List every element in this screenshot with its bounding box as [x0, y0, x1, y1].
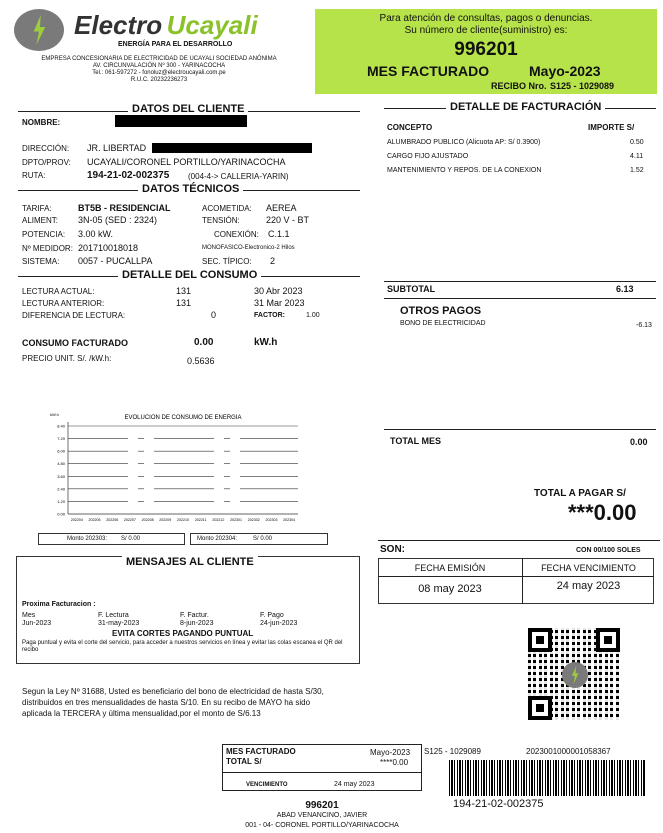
nombre-redacted [115, 115, 247, 127]
consumption-chart-svg [38, 408, 328, 533]
conexion-value: C.1.1 [268, 229, 290, 239]
stub-venc-label: VENCIMIENTO [246, 782, 288, 788]
sistema-value: 0057 - PUCALLPA [78, 256, 153, 266]
prox-factur-label: F. Factur. [180, 612, 209, 619]
chart-x-tick-label: 202207 [123, 518, 136, 522]
ruta-value: 194-21-02-002375 [87, 170, 170, 181]
direccion-redacted [152, 143, 312, 153]
chart-x-tick-label: 202205 [88, 518, 101, 522]
sistema-label: SISTEMA: [22, 257, 60, 266]
stub-code: 2023001000001058367 [526, 747, 611, 756]
conexion-label: CONEXIÓN: [214, 230, 259, 239]
tarifa-value: BT5B - RESIDENCIAL [78, 203, 171, 213]
aliment-label: ALIMENT: [22, 216, 59, 225]
chart-y-tick-label: 1.20 [57, 498, 65, 504]
tension-value: 220 V - BT [266, 215, 310, 225]
stub-recibo: S125 - 1029089 [424, 747, 481, 756]
payment-barcode [449, 760, 645, 796]
consumo-label: CONSUMO FACTURADO [22, 338, 128, 348]
header-line-2: Su número de cliente(suministro) es: [404, 25, 568, 36]
monto-1-value: S/ 0.00 [121, 536, 141, 542]
chart-x-tick-label: 202304 [283, 518, 296, 522]
qr-finder-icon [528, 696, 552, 720]
sec-value: 2 [270, 256, 276, 266]
legal-line-4: R.U.C. 20232236273 [130, 77, 188, 83]
stub-mes-label: MES FACTURADO [226, 747, 296, 756]
total-pagar-value: ***0.00 [568, 500, 637, 525]
monto-box-2 [190, 533, 328, 545]
qr-logo-icon [562, 662, 588, 688]
total-mes-label: TOTAL MES [390, 436, 442, 446]
chart-x-tick-label: 202303 [265, 518, 278, 522]
chart-ylabel: kW.h [50, 412, 59, 417]
diferencia-value: 0 [211, 310, 217, 320]
son-value: CON 00/100 SOLES [576, 547, 641, 554]
payment-qr-code[interactable] [528, 628, 620, 720]
chart-title: EVOLUCION DE CONSUMO DE ENERGIA [124, 415, 242, 421]
client-info-box [315, 9, 657, 94]
lectura-actual-label: LECTURA ACTUAL: [22, 287, 95, 296]
mes-facturado-label: MES FACTURADO [367, 63, 490, 79]
qr-finder-icon [528, 628, 552, 652]
chart-y-tick-label: 8.40 [57, 423, 65, 429]
company-tagline: ENERGÍA PARA EL DESARROLLO [118, 41, 233, 48]
detalle-consumo-title: DETALLE DEL CONSUMO [118, 269, 261, 281]
lectura-actual-value: 131 [176, 286, 192, 296]
chart-x-tick-label: 202210 [177, 518, 189, 522]
fecha-emision-value: 08 may 2023 [418, 583, 482, 595]
datos-tecnicos-title: DATOS TÉCNICOS [138, 183, 243, 195]
facturacion-item-concepto: CARGO FIJO AJUSTADO [387, 153, 469, 160]
legal-line-2: AV. CIRCUNVALACIÓN Nº 300 - YARINACOCHA [92, 63, 226, 69]
stub-total-label: TOTAL S/ [226, 757, 262, 766]
factor-label: FACTOR: [254, 312, 285, 319]
chart-x-tick-label: 202208 [141, 518, 154, 522]
prox-mes-value: Jun-2023 [22, 620, 52, 627]
chart-x-tick-label: 202212 [212, 518, 225, 522]
qr-finder-icon [596, 628, 620, 652]
dpto-value: UCAYALI/CORONEL PORTILLO/YARINACOCHA [87, 157, 286, 167]
sec-label: SEC. TÍPICO: [202, 257, 252, 266]
concepto-header: CONCEPTO [387, 123, 433, 132]
tension-label: TENSIÓN: [202, 216, 240, 225]
precio-label: PRECIO UNIT. S/. /kW.h: [22, 354, 112, 363]
lectura-anterior-value: 131 [176, 298, 192, 308]
stub-total-value: ****0.00 [380, 758, 409, 767]
son-label: SON: [380, 544, 405, 555]
stub-client-number: 996201 [305, 800, 339, 811]
monto-1-label: Monto 202303: [67, 536, 108, 542]
stub-client-address: 001 - 04- CORONEL PORTILLO/YARINACOCHA [245, 822, 399, 829]
fecha-vencimiento-label: FECHA VENCIMIENTO [541, 563, 636, 573]
company-logo-icon [14, 9, 64, 51]
acometida-value: AEREA [266, 203, 297, 213]
nombre-label: NOMBRE: [22, 118, 61, 127]
facturacion-item-importe: 4.11 [630, 153, 644, 160]
prox-lectura-label: F. Lectura [98, 612, 129, 619]
bono-electricidad-value: -6.13 [636, 322, 652, 329]
prox-factur-value: 8-jun-2023 [180, 620, 214, 627]
stub-client-name: ABAD VENANCINO, JAVIER [276, 812, 368, 819]
prox-mes-label: Mes [22, 612, 36, 619]
dpto-label: DPTO/PROV: [22, 158, 71, 167]
mensajes-title: MENSAJES AL CLIENTE [122, 556, 258, 568]
stub-mes-value: Mayo-2023 [370, 748, 411, 757]
brand-part1: Electro [74, 10, 163, 40]
facturacion-item-importe: 0.50 [630, 139, 644, 146]
chart-x-tick-label: 202302 [247, 518, 260, 522]
facturacion-item-concepto: ALUMBRADO PUBLICO (Alicuota AP: S/ 0.3900) [387, 139, 541, 146]
chart-x-tick-label: 202209 [159, 518, 172, 522]
mes-facturado-value: Mayo-2023 [529, 63, 601, 79]
potencia-label: POTENCIA: [22, 230, 66, 239]
aliment-value: 3N-05 (SED : 2324) [78, 215, 158, 225]
chart-x-tick-label: 202301 [230, 518, 243, 522]
prox-lectura-value: 31-may-2023 [98, 620, 140, 627]
stub-venc-value: 24 may 2023 [334, 781, 375, 788]
lectura-anterior-date: 31 Mar 2023 [254, 298, 305, 308]
chart-y-tick-label: 3.60 [57, 473, 65, 479]
chart-y-tick-label: 6.00 [57, 448, 65, 454]
evita-cortes: EVITA CORTES PAGANDO PUNTUAL [112, 629, 254, 638]
subtotal-label: SUBTOTAL [387, 284, 436, 294]
medidor-label: Nº MEDIDOR: [22, 244, 73, 253]
chart-y-tick-label: 0.00 [57, 511, 65, 517]
legal-line-1: EMPRESA CONCESIONARIA DE ELECTRICIDAD DE UCAYALI SOCIEDAD ANÓNIMA [41, 56, 277, 62]
recibo-value: S125 - 1029089 [550, 81, 615, 91]
recibo-label: RECIBO Nro. [491, 81, 547, 91]
bono-electricidad-label: BONO DE ELECTRICIDAD [400, 320, 486, 327]
total-pagar-label: TOTAL A PAGAR S/ [534, 488, 626, 499]
legal-line-3: Tel.: 061-597272 - fonoluz@electroucayali.com.pe [92, 70, 226, 76]
consumption-chart [38, 408, 328, 533]
company-legal [14, 56, 304, 84]
client-number: 996201 [454, 39, 518, 60]
brand-part2: Ucayali [166, 10, 258, 40]
prox-facturacion-title: Proxima Facturacion : [22, 601, 96, 608]
monofasico-text: MONOFASICO-Electronico-2 Hilos [202, 245, 295, 251]
total-mes-value: 0.00 [630, 437, 648, 447]
factor-value: 1.00 [306, 312, 320, 319]
header-line-1: Para atención de consultas, pagos o denuncias. [379, 13, 593, 24]
facturacion-item-concepto: MANTENIMIENTO Y REPOS. DE LA CONEXION [387, 167, 542, 174]
consumo-value: 0.00 [194, 337, 214, 348]
direccion-label: DIRECCIÓN: [22, 144, 70, 153]
medidor-value: 201710018018 [78, 243, 139, 253]
subtotal-value: 6.13 [616, 284, 634, 294]
diferencia-label: DIFERENCIA DE LECTURA: [22, 311, 126, 320]
lectura-actual-date: 30 Abr 2023 [254, 286, 303, 296]
datos-cliente-title: DATOS DEL CLIENTE [128, 103, 248, 115]
prox-pago-value: 24-jun-2023 [260, 620, 298, 627]
chart-x-tick-label: 202204 [70, 518, 83, 522]
acometida-label: ACOMETIDA: [202, 204, 252, 213]
otros-pagos-label: OTROS PAGOS [400, 305, 482, 317]
precio-value: 0.5636 [187, 356, 215, 366]
ruta-label: RUTA: [22, 171, 46, 180]
chart-x-tick-label: 202211 [194, 518, 207, 522]
chart-y-tick-label: 7.20 [57, 436, 65, 442]
ruta-extra: (004-4-> CALLERIA-YARIN) [188, 172, 289, 181]
chart-y-tick-label: 2.40 [57, 486, 65, 492]
facturacion-title: DETALLE DE FACTURACIÓN [446, 101, 605, 113]
chart-y-tick-label: 4.80 [57, 461, 65, 467]
monto-2-label: Monto 202304: [197, 536, 238, 542]
monto-2-value: S/ 0.00 [253, 536, 273, 542]
prox-pago-label: F. Pago [260, 612, 284, 619]
facturacion-item-importe: 1.52 [630, 167, 644, 174]
fecha-emision-label: FECHA EMISIÓN [414, 563, 486, 573]
potencia-value: 3.00 kW. [78, 229, 114, 239]
company-brand [74, 10, 258, 41]
lectura-anterior-label: LECTURA ANTERIOR: [22, 299, 105, 308]
monto-box-1 [38, 533, 185, 545]
chart-x-tick-label: 202206 [106, 518, 119, 522]
tarifa-label: TARIFA: [22, 204, 52, 213]
fecha-vencimiento-value: 24 may 2023 [556, 580, 621, 592]
importe-header: IMPORTE S/ [588, 123, 635, 132]
qr-note: Paga puntual y evita el corte del servicio, para acceder a nuestros servicios en línea y evitar las colas escanea el QR del recibo [22, 640, 343, 653]
direccion-value: JR. LIBERTAD [87, 143, 147, 153]
consumo-unit: kW.h [254, 337, 278, 348]
stub-ruta: 194-21-02-002375 [453, 798, 544, 810]
bono-text: Segun la Ley Nº 31688, Usted es beneficiario del bono de electricidad de hasta S/30, distribuidos en tres mensualidades de hasta S/10. En su recibo de MAYO ha sido aplicada la TERCERA y última mensualidad,por el monto de S/6.13 [22, 687, 324, 718]
